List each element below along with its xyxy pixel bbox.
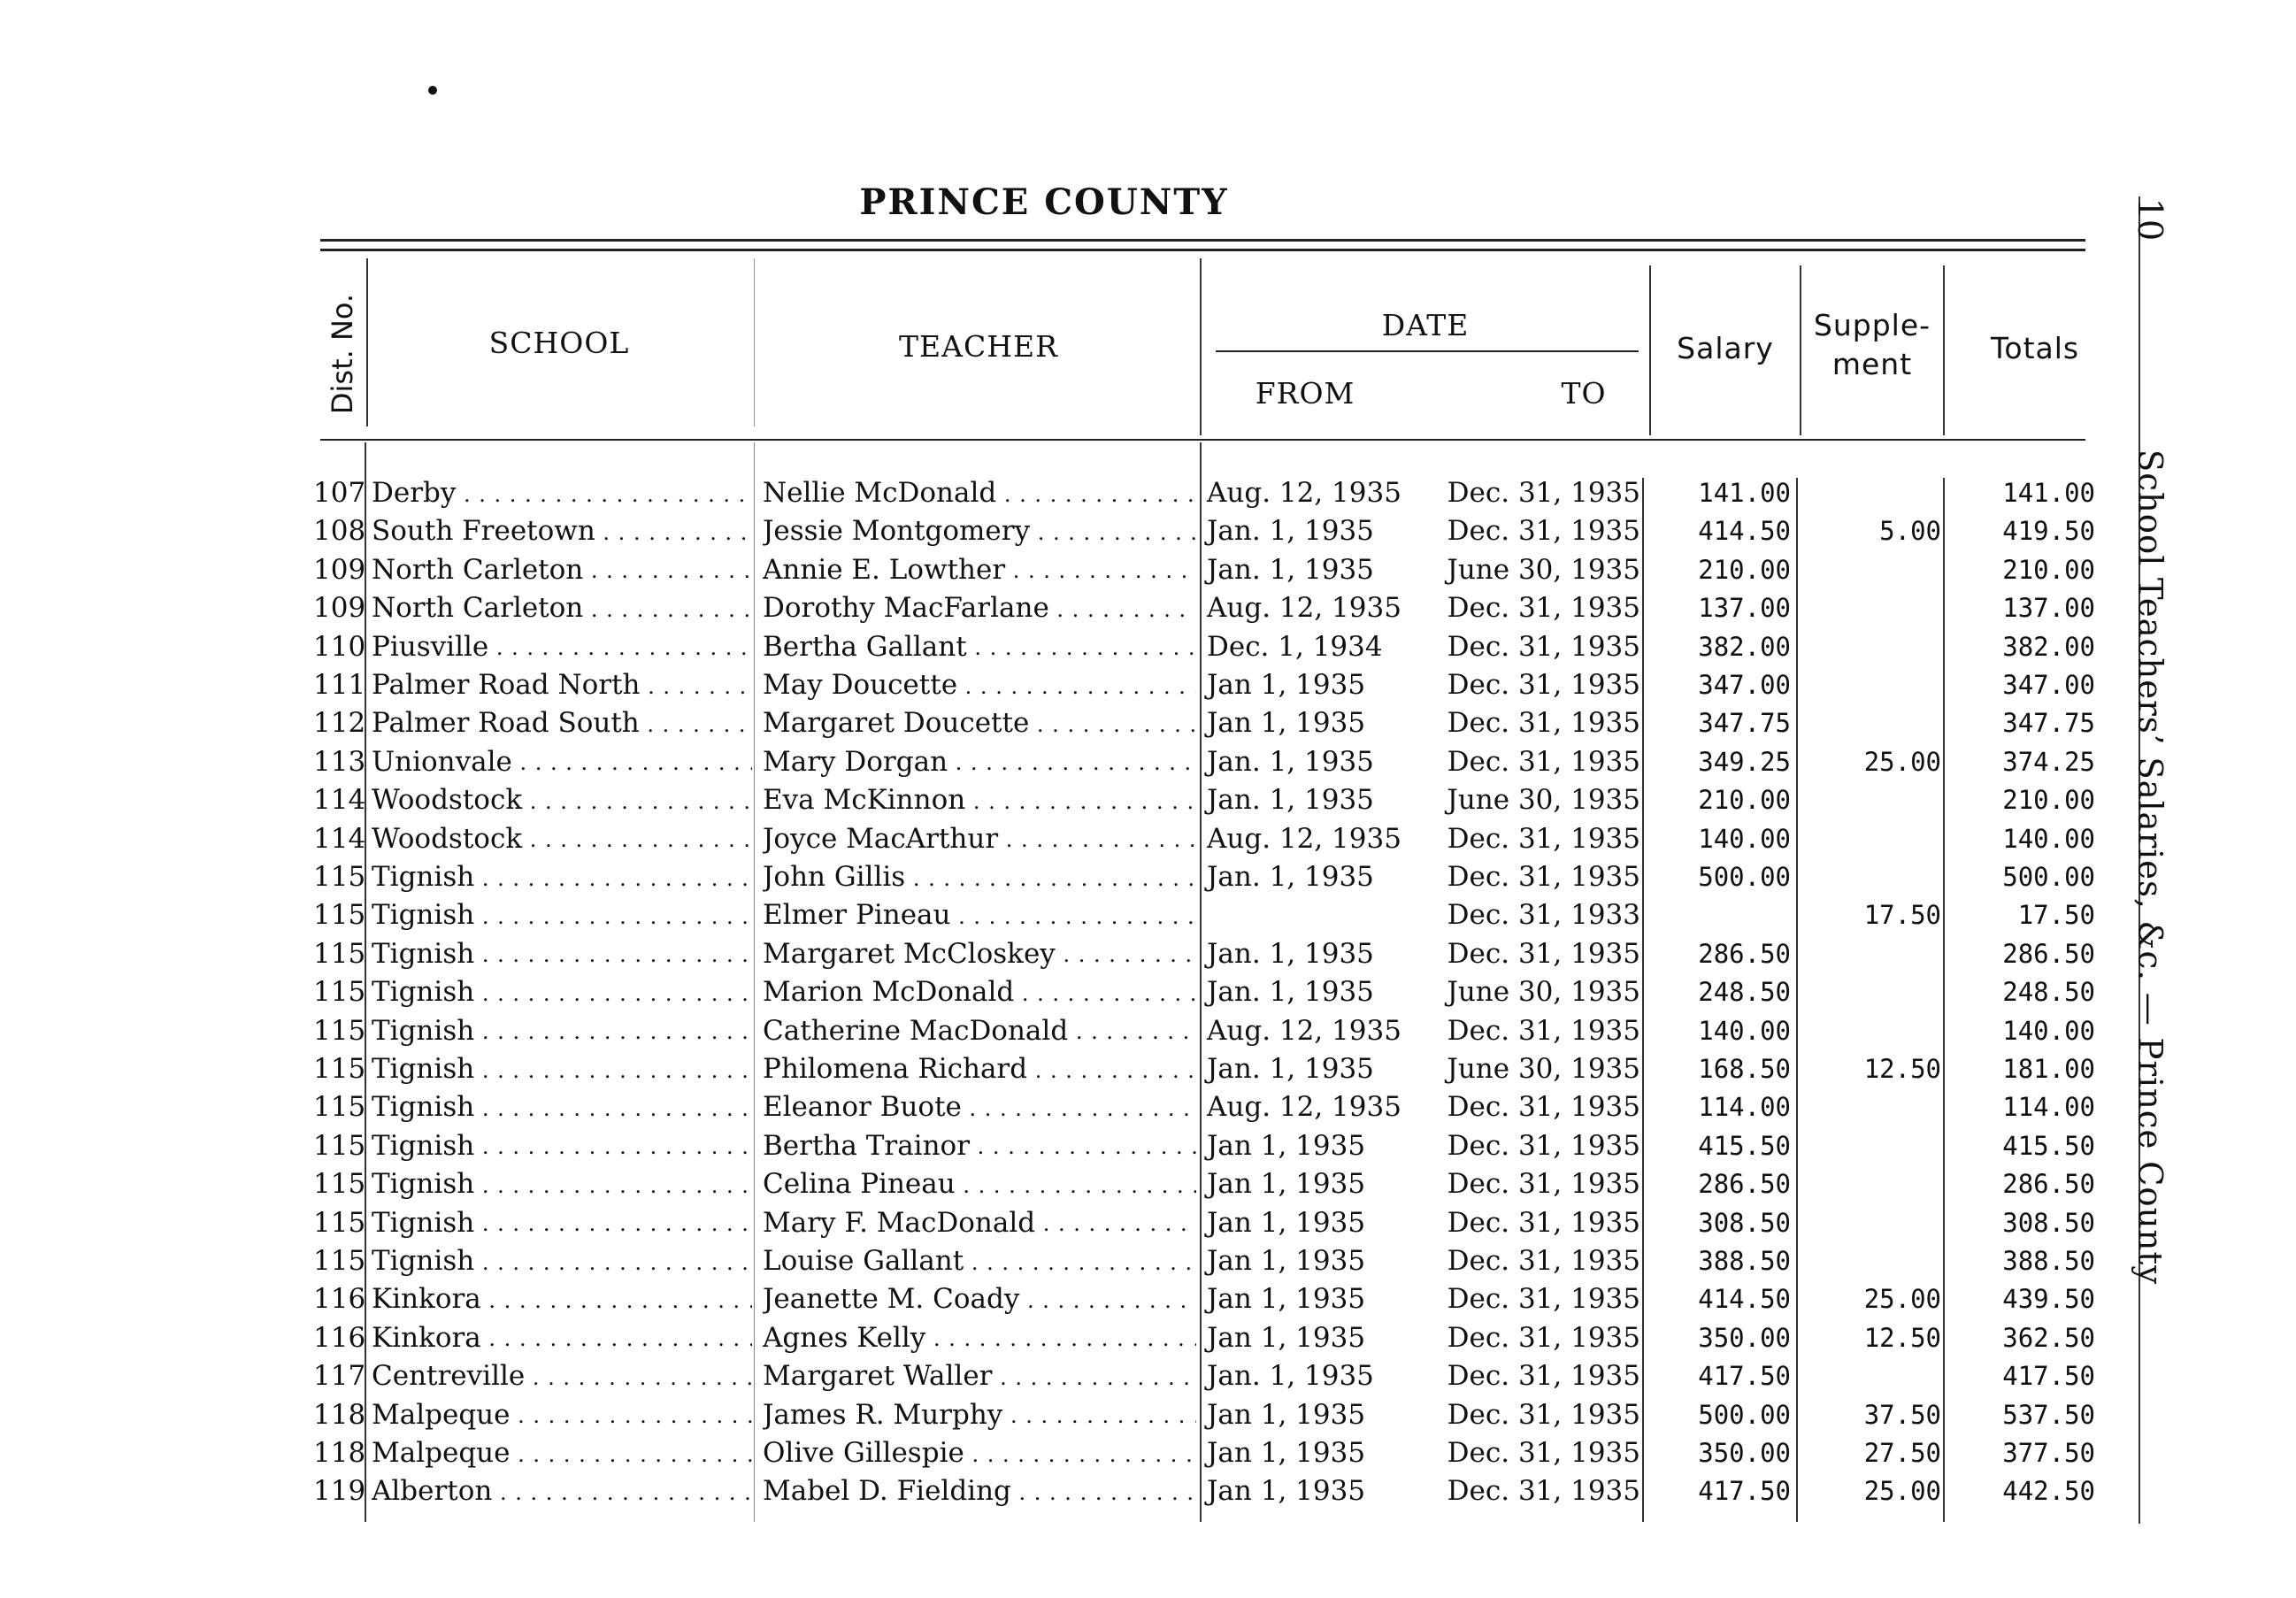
table-row [0, 1087, 2296, 1126]
total-cell: 417.50 [2002, 1361, 2095, 1392]
to-date-cell: Dec. 31, 1935 [1447, 822, 1640, 855]
school-cell: Tignish . . . [372, 1126, 752, 1167]
to-date-cell: Dec. 31, 1935 [1447, 707, 1640, 740]
from-date-cell: Jan. 1, 1935 [1207, 937, 1374, 970]
salary-cell: 500.00 [1698, 862, 1791, 892]
to-date-cell: Dec. 31, 1935 [1447, 1168, 1640, 1201]
teacher-cell: Joyce MacArthur . . . [763, 819, 1196, 860]
salary-cell: 141.00 [1698, 478, 1791, 508]
dist-no-cell: 116 [313, 1321, 366, 1354]
to-date-cell: June 30, 1935 [1447, 784, 1640, 817]
table-row [0, 1471, 2296, 1510]
table-row [0, 857, 2296, 896]
dist-no-cell: 115 [313, 1053, 366, 1085]
dist-no-cell: 115 [313, 1245, 366, 1277]
table-row [0, 1203, 2296, 1242]
school-cell: Tignish . . . [372, 1087, 752, 1128]
supplement-cell: 25.00 [1863, 746, 1941, 777]
teacher-cell: Margaret Doucette . . . [763, 703, 1196, 744]
supplement-header-line2: ment [1831, 347, 1913, 381]
school-cell: Malpeque . . . [372, 1395, 752, 1436]
school-cell: Tignish . . . [372, 972, 752, 1013]
school-cell: South Freetown . . . [372, 511, 752, 552]
totals-header: Totals [1990, 331, 2080, 365]
salary-cell: 137.00 [1698, 593, 1791, 624]
table-row [0, 819, 2296, 858]
table-row [0, 1011, 2296, 1050]
top-rule-1 [320, 239, 2085, 242]
school-cell: Centreville . . . [372, 1356, 752, 1397]
dist-no-cell: 113 [313, 745, 366, 778]
salary-cell: 210.00 [1698, 554, 1791, 585]
table-row [0, 742, 2296, 781]
to-date-cell: Dec. 31, 1935 [1447, 1091, 1640, 1124]
from-date-cell: Dec. 1, 1934 [1207, 630, 1383, 663]
to-date-cell: Dec. 31, 1935 [1447, 1014, 1640, 1047]
to-date-cell: Dec. 31, 1935 [1447, 1321, 1640, 1354]
total-cell: 286.50 [2002, 1169, 2095, 1200]
teacher-cell: Marion McDonald . . . [763, 972, 1196, 1013]
table-row [0, 1433, 2296, 1472]
to-date-cell: Dec. 31, 1935 [1447, 1129, 1640, 1162]
salary-cell: 388.50 [1698, 1246, 1791, 1276]
to-date-cell: Dec. 31, 1935 [1447, 1437, 1640, 1469]
total-cell: 140.00 [2002, 1015, 2095, 1046]
to-date-cell: Dec. 31, 1933 [1447, 899, 1640, 932]
dist-no-cell: 115 [313, 899, 366, 932]
table-row [0, 972, 2296, 1011]
header-divider [1649, 265, 1651, 435]
total-cell: 374.25 [2002, 746, 2095, 777]
table-row [0, 550, 2296, 589]
teacher-cell: May Doucette . . . [763, 665, 1196, 706]
header-divider [1200, 258, 1202, 435]
to-date-cell: June 30, 1935 [1447, 1053, 1640, 1085]
to-date-cell: Dec. 31, 1935 [1447, 477, 1640, 509]
teacher-cell: James R. Murphy . . . [763, 1395, 1196, 1436]
total-cell: 114.00 [2002, 1092, 2095, 1123]
table-row [0, 934, 2296, 973]
from-date-cell: Aug. 12, 1935 [1207, 592, 1401, 625]
school-cell: Malpeque . . . [372, 1433, 752, 1474]
from-date-cell: Aug. 12, 1935 [1207, 822, 1401, 855]
salary-cell: 350.00 [1698, 1322, 1791, 1353]
teacher-cell: Margaret McCloskey . . . [763, 934, 1196, 975]
header-bottom-rule [320, 439, 2085, 441]
from-date-cell: Jan 1, 1935 [1207, 707, 1366, 740]
table-row [0, 473, 2296, 512]
from-date-cell: Jan 1, 1935 [1207, 1437, 1366, 1469]
salary-cell: 347.00 [1698, 670, 1791, 700]
school-cell: Tignish . . . [372, 1049, 752, 1090]
total-cell: 17.50 [2017, 900, 2095, 931]
school-cell: Alberton . . . [372, 1471, 752, 1512]
from-date-cell: Jan. 1, 1935 [1207, 976, 1374, 1009]
table-row [0, 895, 2296, 934]
teacher-cell: Philomena Richard . . . [763, 1049, 1196, 1090]
from-date-cell: Jan. 1, 1935 [1207, 861, 1374, 893]
salary-cell: 210.00 [1698, 785, 1791, 816]
teacher-cell: Elmer Pineau . . . [763, 895, 1196, 936]
total-cell: 442.50 [2002, 1476, 2095, 1507]
to-date-cell: Dec. 31, 1935 [1447, 1206, 1640, 1239]
salary-cell: 140.00 [1698, 823, 1791, 854]
school-cell: Woodstock . . . [372, 780, 752, 821]
from-date-cell: Jan. 1, 1935 [1207, 515, 1374, 548]
dist-no-cell: 118 [313, 1398, 366, 1431]
teacher-cell: Mary F. MacDonald . . . [763, 1203, 1196, 1244]
supplement-header-line1: Supple- [1813, 308, 1931, 342]
school-cell: Tignish . . . [372, 857, 752, 898]
date-header: DATE [1381, 308, 1470, 342]
ink-speck [428, 86, 437, 95]
to-date-cell: Dec. 31, 1935 [1447, 1360, 1640, 1393]
total-cell: 382.00 [2002, 631, 2095, 662]
table-row [0, 511, 2296, 550]
top-rule-2 [320, 249, 2085, 251]
dist-no-cell: 115 [313, 976, 366, 1009]
dist-no-cell: 115 [313, 1014, 366, 1047]
supplement-cell: 37.50 [1863, 1399, 1941, 1430]
dist-no-cell: 107 [313, 477, 366, 509]
school-cell: Kinkora . . . [372, 1279, 752, 1320]
header-divider [1943, 265, 1945, 435]
table-row [0, 665, 2296, 704]
total-cell: 419.50 [2002, 516, 2095, 547]
to-date-cell: Dec. 31, 1935 [1447, 1245, 1640, 1277]
supplement-cell: 12.50 [1863, 1054, 1941, 1084]
from-date-cell: Jan 1, 1935 [1207, 1283, 1366, 1316]
dist-no-cell: 111 [313, 669, 366, 701]
dist-no-cell: 115 [313, 1206, 366, 1239]
teacher-cell: John Gillis . . . [763, 857, 1196, 898]
from-date-cell: Aug. 12, 1935 [1207, 1014, 1401, 1047]
teacher-cell: Jeanette M. Coady . . . [763, 1279, 1196, 1320]
from-date-cell: Jan. 1, 1935 [1207, 1360, 1374, 1393]
teacher-cell: Eleanor Buote . . . [763, 1087, 1196, 1128]
from-date-cell: Jan 1, 1935 [1207, 1475, 1366, 1508]
supplement-cell: 25.00 [1863, 1284, 1941, 1315]
to-date-cell: Dec. 31, 1935 [1447, 745, 1640, 778]
from-date-cell: Jan. 1, 1935 [1207, 1053, 1374, 1085]
teacher-cell: Annie E. Lowther . . . [763, 550, 1196, 591]
school-header: SCHOOL [488, 326, 630, 360]
salary-cell: 248.50 [1698, 977, 1791, 1008]
from-date-cell: Jan 1, 1935 [1207, 1321, 1366, 1354]
teacher-cell: Nellie McDonald . . . [763, 473, 1196, 514]
total-cell: 248.50 [2002, 977, 2095, 1008]
salary-cell: 417.50 [1698, 1476, 1791, 1507]
school-cell: Tignish . . . [372, 895, 752, 936]
dist-no-cell: 116 [313, 1283, 366, 1316]
school-cell: Unionvale . . . [372, 742, 752, 783]
from-date-cell: Jan 1, 1935 [1207, 1245, 1366, 1277]
supplement-cell: 12.50 [1863, 1322, 1941, 1353]
dist-no-cell: 114 [313, 822, 366, 855]
dist-no-cell: 118 [313, 1437, 366, 1469]
school-cell: Palmer Road South . . . [372, 703, 752, 744]
total-cell: 415.50 [2002, 1130, 2095, 1161]
dist-no-cell: 119 [313, 1475, 366, 1508]
to-date-cell: Dec. 31, 1935 [1447, 937, 1640, 970]
from-header: FROM [1255, 376, 1355, 411]
dist-no-cell: 114 [313, 784, 366, 817]
total-cell: 210.00 [2002, 554, 2095, 585]
to-date-cell: Dec. 31, 1935 [1447, 1283, 1640, 1316]
salary-cell: 114.00 [1698, 1092, 1791, 1123]
total-cell: 377.50 [2002, 1438, 2095, 1468]
dist-no-cell: 108 [313, 515, 366, 548]
to-date-cell: June 30, 1935 [1447, 553, 1640, 586]
dist-no-cell: 115 [313, 1091, 366, 1124]
dist-no-cell: 115 [313, 1129, 366, 1162]
dist-no-cell: 109 [313, 553, 366, 586]
school-cell: Piusville . . . [372, 627, 752, 668]
school-cell: Tignish . . . [372, 1241, 752, 1282]
from-date-cell: Jan. 1, 1935 [1207, 745, 1374, 778]
total-cell: 439.50 [2002, 1284, 2095, 1315]
to-date-cell: Dec. 31, 1935 [1447, 1398, 1640, 1431]
teacher-cell: Olive Gillespie . . . [763, 1433, 1196, 1474]
total-cell: 347.75 [2002, 708, 2095, 739]
from-date-cell: Jan. 1, 1935 [1207, 784, 1374, 817]
page-number: 10 [2131, 197, 2169, 242]
teacher-cell: Margaret Waller . . . [763, 1356, 1196, 1397]
from-date-cell: Jan 1, 1935 [1207, 1398, 1366, 1431]
salary-cell: 349.25 [1698, 746, 1791, 777]
dist-no-cell: 109 [313, 592, 366, 625]
teacher-cell: Bertha Trainor . . . [763, 1126, 1196, 1167]
total-cell: 141.00 [2002, 478, 2095, 508]
table-row [0, 703, 2296, 742]
teacher-cell: Catherine MacDonald . . . [763, 1011, 1196, 1052]
from-date-cell: Jan 1, 1935 [1207, 1129, 1366, 1162]
teacher-header: TEACHER [899, 329, 1058, 364]
teacher-cell: Celina Pineau . . . [763, 1164, 1196, 1205]
teacher-cell: Mabel D. Fielding . . . [763, 1471, 1196, 1512]
school-cell: Woodstock . . . [372, 819, 752, 860]
from-date-cell: Aug. 12, 1935 [1207, 477, 1401, 509]
salary-cell: 350.00 [1698, 1438, 1791, 1468]
salary-cell: 382.00 [1698, 631, 1791, 662]
total-cell: 537.50 [2002, 1399, 2095, 1430]
school-cell: Palmer Road North . . . [372, 665, 752, 706]
table-row [0, 588, 2296, 627]
table-row [0, 627, 2296, 666]
table-row [0, 1395, 2296, 1434]
supplement-cell: 5.00 [1879, 516, 1941, 547]
from-date-cell: Jan 1, 1935 [1207, 1168, 1366, 1201]
dist-no-cell: 117 [313, 1360, 366, 1393]
school-cell: Tignish . . . [372, 1164, 752, 1205]
table-row [0, 1164, 2296, 1203]
salary-cell: 168.50 [1698, 1054, 1791, 1084]
school-cell: North Carleton . . . [372, 588, 752, 629]
teacher-cell: Dorothy MacFarlane . . . [763, 588, 1196, 629]
supplement-cell: 25.00 [1863, 1476, 1941, 1507]
salary-cell: 286.50 [1698, 1169, 1791, 1200]
from-date-cell: Aug. 12, 1935 [1207, 1091, 1401, 1124]
teacher-cell: Mary Dorgan . . . [763, 742, 1196, 783]
running-title: School Teachers’ Salaries, &c. — Prince County [2131, 449, 2169, 1286]
supplement-cell: 27.50 [1863, 1438, 1941, 1468]
salary-header: Salary [1677, 331, 1774, 365]
table-row [0, 1126, 2296, 1165]
table-row [0, 1318, 2296, 1357]
header-divider [754, 258, 755, 426]
total-cell: 210.00 [2002, 785, 2095, 816]
teacher-cell: Bertha Gallant . . . [763, 627, 1196, 668]
dist-no-cell: 112 [313, 707, 366, 740]
to-header: TO [1561, 376, 1607, 411]
total-cell: 388.50 [2002, 1246, 2095, 1276]
salary-cell: 308.50 [1698, 1207, 1791, 1238]
dist-no-cell: 115 [313, 1168, 366, 1201]
to-date-cell: Dec. 31, 1935 [1447, 630, 1640, 663]
from-date-cell: Jan 1, 1935 [1207, 669, 1366, 701]
dist-no-cell: 115 [313, 861, 366, 893]
total-cell: 181.00 [2002, 1054, 2095, 1084]
teacher-cell: Eva McKinnon . . . [763, 780, 1196, 821]
total-cell: 362.50 [2002, 1322, 2095, 1353]
dist-no-cell: 115 [313, 937, 366, 970]
school-cell: Derby . . . [372, 473, 752, 514]
teacher-cell: Louise Gallant . . . [763, 1241, 1196, 1282]
salary-cell: 415.50 [1698, 1130, 1791, 1161]
total-cell: 308.50 [2002, 1207, 2095, 1238]
salary-cell: 500.00 [1698, 1399, 1791, 1430]
page-title: PRINCE COUNTY [859, 181, 1229, 223]
table-row [0, 780, 2296, 819]
teacher-cell: Jessie Montgomery . . . [763, 511, 1196, 552]
school-cell: Tignish . . . [372, 1203, 752, 1244]
table-row [0, 1049, 2296, 1088]
to-date-cell: June 30, 1935 [1447, 976, 1640, 1009]
salary-cell: 414.50 [1698, 516, 1791, 547]
salary-cell: 140.00 [1698, 1015, 1791, 1046]
total-cell: 140.00 [2002, 823, 2095, 854]
from-date-cell: Jan. 1, 1935 [1207, 553, 1374, 586]
school-cell: Tignish . . . [372, 934, 752, 975]
to-date-cell: Dec. 31, 1935 [1447, 1475, 1640, 1508]
total-cell: 137.00 [2002, 593, 2095, 624]
salary-cell: 347.75 [1698, 708, 1791, 739]
salary-cell: 414.50 [1698, 1284, 1791, 1315]
salary-cell: 417.50 [1698, 1361, 1791, 1392]
from-date-cell: Jan 1, 1935 [1207, 1206, 1366, 1239]
table-row [0, 1356, 2296, 1395]
table-row [0, 1241, 2296, 1280]
to-date-cell: Dec. 31, 1935 [1447, 669, 1640, 701]
dist-no-cell: 110 [313, 630, 366, 663]
salary-cell: 286.50 [1698, 938, 1791, 969]
table-row [0, 1279, 2296, 1318]
to-date-cell: Dec. 31, 1935 [1447, 515, 1640, 548]
to-date-cell: Dec. 31, 1935 [1447, 861, 1640, 893]
supplement-cell: 17.50 [1863, 900, 1941, 931]
school-cell: North Carleton . . . [372, 550, 752, 591]
total-cell: 286.50 [2002, 938, 2095, 969]
school-cell: Kinkora . . . [372, 1318, 752, 1359]
school-cell: Tignish . . . [372, 1011, 752, 1052]
total-cell: 347.00 [2002, 670, 2095, 700]
dist-no-header: Dist. No. [326, 293, 359, 415]
teacher-cell: Agnes Kelly . . . [763, 1318, 1196, 1359]
to-date-cell: Dec. 31, 1935 [1447, 592, 1640, 625]
total-cell: 500.00 [2002, 862, 2095, 892]
date-subrule [1216, 350, 1639, 352]
